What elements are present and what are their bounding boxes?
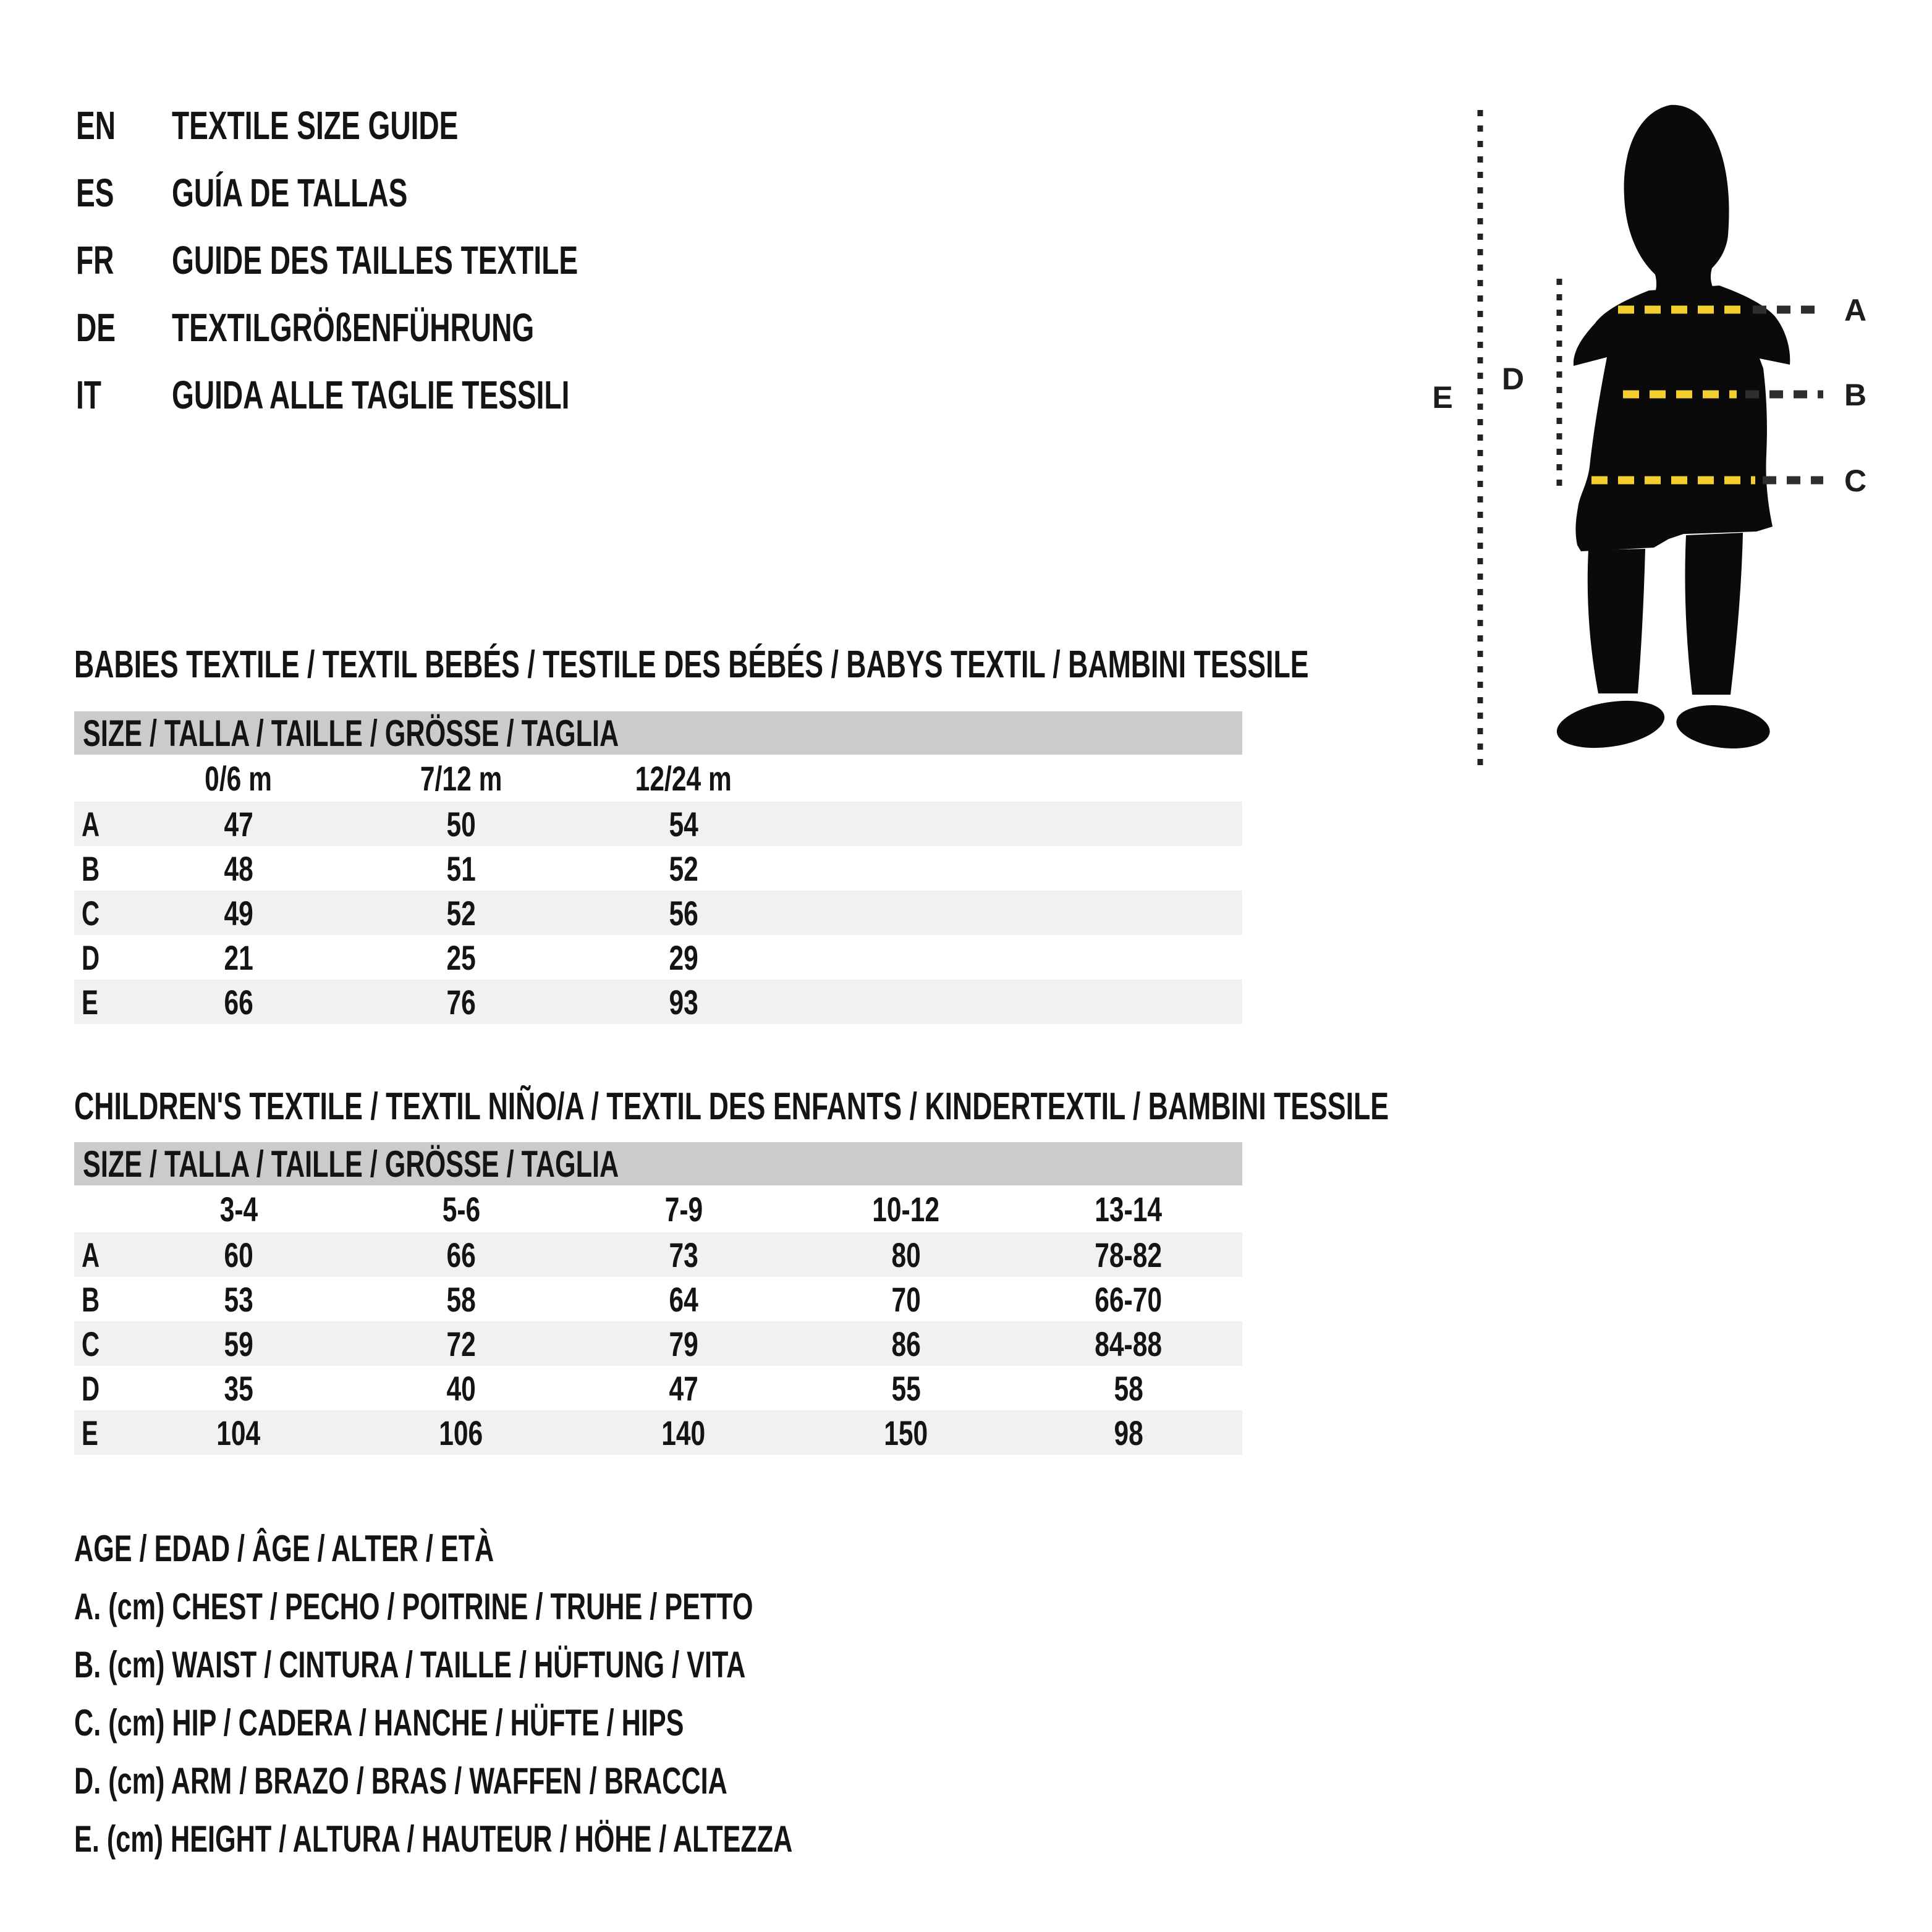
children-column-header-row [74,1185,1242,1232]
cell-value: 53 [224,1279,253,1319]
cell-value: 70 [891,1279,921,1319]
row-label: E [82,982,98,1022]
legend-item-height: E. (cm) HEIGHT / ALTURA / HAUTEUR / HÖHE / ALTEZZA [74,1818,793,1860]
legend-age-line: AGE / EDAD / ÂGE / ALTER / ETÀ [74,1527,494,1569]
babies-heading: BABIES TEXTILE / TEXTIL BEBÉS / TESTILE DES BÉBÉS / BABYS TEXTIL / BAMBINI TESSILE [74,643,1309,686]
cell-value: 76 [446,982,476,1022]
language-row [76,294,736,361]
cell-value: 86 [891,1324,921,1363]
language-row [76,91,736,159]
column-header: 7/12 m [420,758,502,798]
figure-label-a: A [1844,293,1867,328]
column-header: 0/6 m [205,758,273,798]
language-code: FR [76,237,114,282]
cell-value: 56 [669,893,698,933]
cell-value: 50 [446,804,476,844]
cell-value: 78-82 [1095,1235,1163,1274]
cell-value: 58 [1114,1368,1143,1408]
language-row [76,159,736,226]
cell-value: 35 [224,1368,253,1408]
cell-value: 55 [891,1368,921,1408]
column-header: 7-9 [664,1189,703,1229]
table-row [74,891,1242,935]
figure-label-b: B [1844,378,1867,412]
figure-label-c: C [1844,464,1867,498]
row-label: B [82,849,100,888]
row-label: D [82,938,100,977]
column-header: 5-6 [442,1189,480,1229]
language-code: IT [76,372,101,417]
row-label: A [82,804,100,844]
legend-item-hip: C. (cm) HIP / CADERA / HANCHE / HÜFTE / HIPS [74,1701,684,1743]
table-row [74,980,1242,1024]
cell-value: 52 [446,893,476,933]
row-label: A [82,1235,100,1274]
measurement-legend [74,1519,1072,1868]
column-header: 10-12 [872,1189,940,1229]
row-label: D [82,1368,100,1408]
cell-value: 66-70 [1095,1279,1163,1319]
language-title: TEXTILE SIZE GUIDE [172,103,459,148]
silhouette-body [1574,286,1790,551]
language-list [76,91,736,428]
cell-value: 66 [446,1235,476,1274]
table-row [74,1277,1242,1321]
language-title: GUIDA ALLE TAGLIE TESSILI [172,372,570,417]
legend-item-arm: D. (cm) ARM / BRAZO / BRAS / WAFFEN / BRACCIA [74,1760,727,1802]
table-row [74,1232,1242,1277]
cell-value: 51 [446,849,476,888]
table-row [74,935,1242,980]
table-row [74,802,1242,846]
cell-value: 60 [224,1235,253,1274]
table-row [74,1366,1242,1410]
cell-value: 58 [446,1279,476,1319]
language-code: DE [76,305,116,350]
silhouette-right-shoe [1674,700,1772,753]
language-title: TEXTILGRÖßENFÜHRUNG [172,305,535,350]
cell-value: 40 [446,1368,476,1408]
figure-label-d: D [1501,362,1525,396]
table-row [74,1321,1242,1366]
babies-table [74,711,1242,1024]
cell-value: 59 [224,1324,253,1363]
cell-value: 52 [669,849,698,888]
children-table [74,1142,1242,1455]
cell-value: 66 [224,982,253,1022]
babies-column-header-row [74,755,1242,802]
cell-value: 29 [669,938,698,977]
cell-value: 150 [884,1413,928,1452]
language-code: EN [76,103,116,148]
cell-value: 21 [224,938,253,977]
silhouette-left-shoe [1553,694,1667,755]
cell-value: 54 [669,804,698,844]
legend-item-waist: B. (cm) WAIST / CINTURA / TAILLE / HÜFTUNG / VITA [74,1643,746,1685]
column-header: 13-14 [1095,1189,1163,1229]
children-heading: CHILDREN'S TEXTILE / TEXTIL NIÑO/A / TEXTIL DES ENFANTS / KINDERTEXTIL / BAMBINI TESSILE [74,1085,1389,1128]
cell-value: 84-88 [1095,1324,1163,1363]
cell-value: 47 [669,1368,698,1408]
row-label: C [82,1324,100,1363]
cell-value: 49 [224,893,253,933]
cell-value: 25 [446,938,476,977]
cell-value: 140 [661,1413,706,1452]
cell-value: 98 [1114,1413,1143,1452]
cell-value: 93 [669,982,698,1022]
language-code: ES [76,170,114,215]
table-row [74,846,1242,891]
table-row [74,1410,1242,1455]
cell-value: 106 [439,1413,483,1452]
column-header: 12/24 m [635,758,732,798]
cell-value: 79 [669,1324,698,1363]
row-label: C [82,893,100,933]
children-size-header-bar: SIZE / TALLA / TAILLE / GRÖSSE / TAGLIA [74,1142,1242,1185]
column-header: 3-4 [219,1189,258,1229]
legend-item-chest: A. (cm) CHEST / PECHO / POITRINE / TRUHE / PETTO [74,1585,753,1627]
cell-value: 72 [446,1324,476,1363]
cell-value: 80 [891,1235,921,1274]
cell-value: 47 [224,804,253,844]
cell-value: 64 [669,1279,698,1319]
babies-size-header-bar: SIZE / TALLA / TAILLE / GRÖSSE / TAGLIA [74,711,1242,755]
cell-value: 104 [216,1413,261,1452]
cell-value: 48 [224,849,253,888]
row-label: E [82,1413,98,1452]
row-label: B [82,1279,100,1319]
language-row [76,226,736,294]
cell-value: 73 [669,1235,698,1274]
figure-label-e: E [1432,380,1453,415]
language-row [76,361,736,428]
language-title: GUÍA DE TALLAS [172,170,408,215]
language-title: GUIDE DES TAILLES TEXTILE [172,237,578,282]
silhouette-head [1624,105,1729,297]
